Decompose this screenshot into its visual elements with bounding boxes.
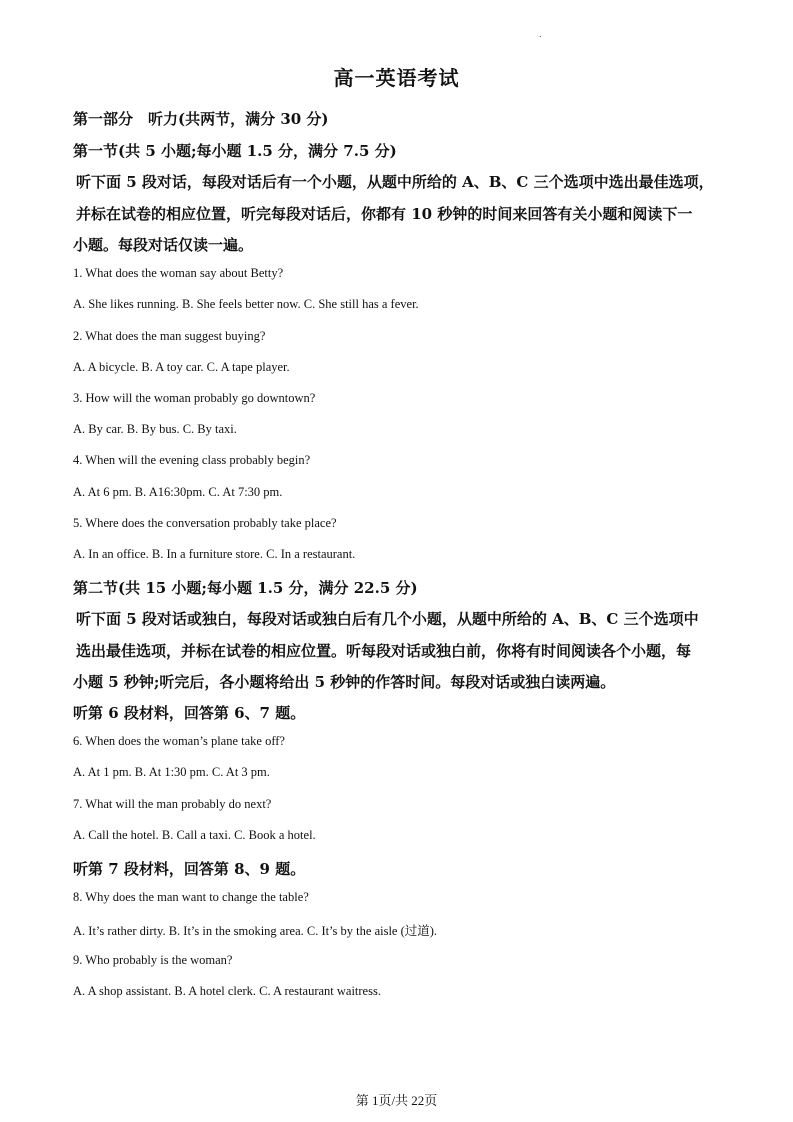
options-5: A. In an office. B. In a furniture store. C. In a restaurant. <box>73 547 356 561</box>
options-2: A. A bicycle. B. A toy car. C. A tape player. <box>73 360 290 374</box>
options-3: A. By car. B. By bus. C. By taxi. <box>73 422 237 436</box>
question-5: 5. Where does the conversation probably take place? <box>73 516 337 530</box>
question-6: 6. When does the woman’s plane take off? <box>73 734 285 748</box>
group7-heading: 听第 7 段材料，回答第 8、9 题。 <box>73 860 306 878</box>
options-6: A. At 1 pm. B. At 1:30 pm. C. At 3 pm. <box>73 765 270 779</box>
exam-title: 高一英语考试 <box>333 66 460 90</box>
options-1: A. She likes running. B. She feels better now. C. She still has a fever. <box>73 297 419 311</box>
section1-heading: 第一节(共 5 小题;每小题 1.5 分，满分 7.5 分) <box>73 142 397 160</box>
question-9: 9. Who probably is the woman? <box>73 953 233 967</box>
options-8: A. It’s rather dirty. B. It’s in the smoking area. C. It’s by the aisle (过道). <box>73 924 438 938</box>
options-9: A. A shop assistant. B. A hotel clerk. C. A restaurant waitress. <box>73 984 381 998</box>
section2-instruction-line: 小题 5 秒钟;听完后，各小题将给出 5 秒钟的作答时间。每段对话或独白读两遍。 <box>73 673 616 691</box>
section2-heading: 第二节(共 15 小题;每小题 1.5 分，满分 22.5 分) <box>73 579 418 597</box>
question-4: 4. When will the evening class probably begin? <box>73 453 311 467</box>
section2-instruction-line: 听下面 5 段对话或独白，每段对话或独白后有几个小题，从题中所给的 A、B、C 三个选项中 <box>76 610 699 628</box>
question-3: 3. How will the woman probably go downtown? <box>73 391 316 405</box>
question-8: 8. Why does the man want to change the table? <box>73 890 309 904</box>
section2-instruction-line: 选出最佳选项，并标在试卷的相应位置。听每段对话或独白前，你将有时间阅读各个小题，每 <box>76 642 692 660</box>
section1-instruction-line: 听下面 5 段对话，每段对话后有一个小题，从题中所给的 A、B、C 三个选项中选出最佳选项， <box>76 173 714 191</box>
part1-heading: 第一部分 听力(共两节，满分 30 分) <box>73 110 329 128</box>
group6-heading: 听第 6 段材料，回答第 6、7 题。 <box>73 704 306 722</box>
question-7: 7. What will the man probably do next? <box>73 797 272 811</box>
page-number-footer: 第 1页/共 22页 <box>355 1093 438 1108</box>
options-4: A. At 6 pm. B. A16:30pm. C. At 7:30 pm. <box>73 485 283 499</box>
question-2: 2. What does the man suggest buying? <box>73 329 266 343</box>
scan-mark: . <box>539 30 542 39</box>
section1-instruction-line: 小题。每段对话仅读一遍。 <box>73 236 254 254</box>
options-7: A. Call the hotel. B. Call a taxi. C. Book a hotel. <box>73 828 316 842</box>
section1-instruction-line: 并标在试卷的相应位置，听完每段对话后，你都有 10 秒钟的时间来回答有关小题和阅读下一 <box>76 205 693 223</box>
question-1: 1. What does the woman say about Betty? <box>73 266 284 280</box>
